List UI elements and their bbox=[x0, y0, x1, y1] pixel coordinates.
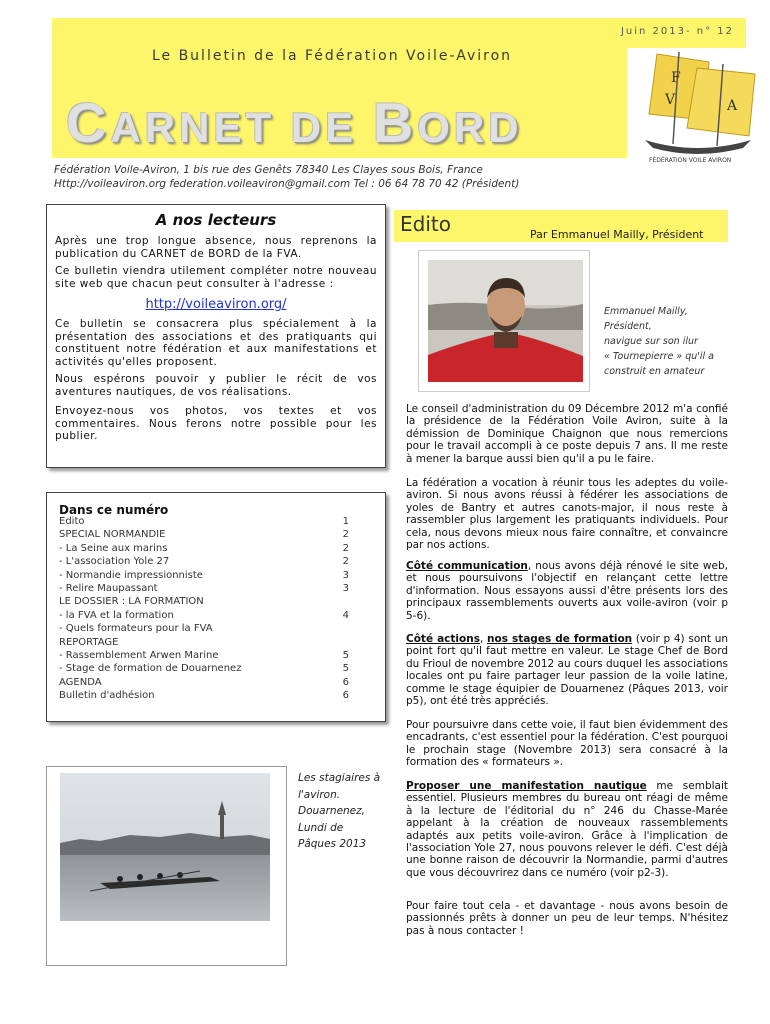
section-heading: Côté communication bbox=[406, 560, 528, 572]
toc-page: 5 bbox=[342, 663, 349, 675]
contact-line: Http://voileaviron.org federation.voileaviron@gmail.com Tel : 06 64 78 70 42 (Président) bbox=[54, 178, 520, 190]
edito-byline: Par Emmanuel Mailly, Président bbox=[530, 228, 704, 241]
toc-page: 5 bbox=[342, 650, 349, 661]
logo-letter-a: A bbox=[727, 98, 738, 114]
toc-label: - Quels formateurs pour la FVA bbox=[59, 623, 213, 635]
toc-page: 1 bbox=[342, 516, 349, 527]
caption-line: Président, bbox=[604, 321, 652, 332]
edito-paragraph bbox=[406, 780, 728, 879]
photo-caption bbox=[298, 770, 388, 853]
toc-page: 2 bbox=[342, 529, 349, 541]
toc-label: LE DOSSIER : LA FORMATION bbox=[59, 596, 204, 608]
president-caption bbox=[604, 304, 729, 379]
caption-line: Lundi de bbox=[298, 821, 344, 834]
section-heading: Proposer une manifestation nautique bbox=[406, 780, 647, 792]
caption-line: Douarnenez, bbox=[298, 805, 365, 817]
title-part-ord: ORD bbox=[417, 104, 523, 151]
rowers-photo bbox=[60, 773, 270, 921]
logo-caption: FÉDÉRATION VOILE AVIRON bbox=[649, 157, 732, 164]
table-of-contents bbox=[46, 492, 386, 722]
edito-title: Edito bbox=[400, 212, 451, 236]
toc-item bbox=[59, 583, 349, 596]
readers-box bbox=[46, 204, 386, 468]
toc-label: - Normandie impressionniste bbox=[59, 569, 203, 581]
toc-label: Bulletin d'adhésion bbox=[59, 690, 155, 702]
toc-item bbox=[59, 610, 349, 623]
address-line: Fédération Voile-Aviron, 1 bis rue des Genêts 78340 Les Clayes sous Bois, France bbox=[54, 164, 483, 176]
title-letter-b: B bbox=[372, 91, 418, 154]
readers-paragraph: Après une trop longue absence, nous reprenons la publication du CARNET de BORD de la FVA. bbox=[55, 235, 377, 260]
toc-label: AGENDA bbox=[59, 676, 102, 688]
caption-line: navigue sur son ilur bbox=[604, 336, 698, 347]
caption-line: Les stagiaires à bbox=[298, 772, 381, 784]
issue-number: Juin 2013- n° 12 bbox=[620, 26, 734, 37]
toc-label: - la FVA et la formation bbox=[59, 609, 174, 621]
toc-label: SPECIAL NORMANDIE bbox=[59, 529, 166, 541]
masthead bbox=[52, 18, 746, 164]
toc-item bbox=[59, 663, 349, 676]
toc-label: Edito bbox=[59, 516, 85, 527]
title-letter-c: C bbox=[66, 91, 111, 154]
title-part-arnet: ARNET DE bbox=[110, 104, 373, 151]
edito-paragraph bbox=[406, 560, 728, 622]
edito-paragraph bbox=[406, 633, 728, 707]
federation-address bbox=[54, 163, 519, 191]
edito-paragraph: Pour faire tout cela - et davantage - nous avons besoin de passionnés prêts à donner un peu de leur temps. N'hésitez pas à nous contacter ! bbox=[406, 900, 728, 937]
readers-title: A nos lecteurs bbox=[155, 211, 277, 229]
toc-page: 2 bbox=[342, 556, 349, 568]
toc-label: - Rassemblement Arwen Marine bbox=[59, 650, 219, 661]
caption-line: Pâques 2013 bbox=[298, 838, 367, 850]
toc-item bbox=[59, 596, 349, 609]
toc-label: - Relire Maupassant bbox=[59, 583, 158, 594]
toc-item bbox=[59, 623, 349, 636]
sail-logo-icon bbox=[627, 48, 767, 166]
toc-label: - La Seine aux marins bbox=[59, 542, 168, 554]
edito-paragraph: Pour poursuivre dans cette voie, il faut bien évidemment des encadrants, c'est essentiel pour la fédération. C'est pourquoi le prochain stage (Novembre 2013) sera consacré à la formation des « formateurs ». bbox=[406, 719, 728, 769]
caption-line: « Tournepierre » qu'il a bbox=[604, 351, 714, 362]
toc-item bbox=[59, 690, 349, 703]
logo-letter-v: V bbox=[665, 92, 676, 108]
toc-title: Dans ce numéro bbox=[59, 503, 169, 517]
readers-paragraph: Nous espérons pouvoir y publier le récit de vos aventures nautiques, de vos réalisations. bbox=[55, 373, 377, 398]
toc-page: 4 bbox=[342, 609, 349, 621]
toc-item bbox=[59, 543, 349, 556]
paragraph-text: , nous avons déjà rénové le site web, et nous poursuivons l'objectif en relançant cette lettre d'information. Nous essayons aussi d'être présents lors des principaux rassemblements ouverts aux voile-aviron (voir p 5-6). bbox=[406, 560, 728, 622]
toc-label: - Stage de formation de Douarnenez bbox=[59, 663, 242, 675]
readers-paragraph: Envoyez-nous vos photos, vos textes et vos commentaires. Nous ferons notre possible pour les publier. bbox=[55, 405, 377, 442]
toc-page: 6 bbox=[342, 676, 349, 688]
section-heading: nos stages de formation bbox=[487, 633, 633, 645]
bulletin-subtitle: Le Bulletin de la Fédération Voile-Aviron bbox=[151, 48, 513, 64]
toc-item bbox=[59, 570, 349, 583]
logo-letter-f: F bbox=[671, 70, 681, 86]
toc-page: 2 bbox=[342, 542, 349, 554]
paragraph-text: me semblait essentiel. Plusieurs membres du bureau ont réagi de même à la lecture de l'éditorial du n° 246 du Chasse-Marée appelant à la création de nouveaux rassemblements adaptés aux petits voile-aviron. Grâce à l'implication de l'association Yole 27, nous pouvons relever le défi. C'est déjà une bonne raison de découvrir la Normandie, parmi d'autres que vous découvrirez dans ce numéro (voir p2-3). bbox=[406, 780, 728, 879]
edito-paragraph: La fédération a vocation à réunir tous les adeptes du voile-aviron. Si nous avons réussi à fédérer les associations de yoles de Bantry et autres canots-major, il nous reste à rassembler plus largement les pratiquants individuels. Pour cela, nous devons mieux nous faire connaître, et convaincre par nos actions. bbox=[406, 477, 728, 552]
toc-item bbox=[59, 637, 349, 650]
toc-item bbox=[59, 677, 349, 690]
page-title bbox=[66, 90, 523, 155]
readers-paragraph: Ce bulletin viendra utilement compléter notre nouveau site web que chacun peut consulter à l'adresse : bbox=[55, 265, 377, 290]
fva-logo bbox=[627, 48, 767, 166]
website-link[interactable]: http://voileaviron.org/ bbox=[145, 297, 287, 312]
caption-line: Emmanuel Mailly, bbox=[604, 306, 688, 317]
heading-separator: , bbox=[479, 633, 487, 645]
readers-paragraph: Ce bulletin se consacrera plus spécialement à la présentation des associations et des pratiquants qui constituent notre fédération et aux manifestations et activités qu'elles proposent. bbox=[55, 318, 377, 368]
toc-item bbox=[59, 650, 349, 663]
president-photo bbox=[428, 260, 583, 382]
section-heading: Côté actions bbox=[406, 633, 480, 645]
toc-page: 3 bbox=[342, 583, 349, 594]
toc-item bbox=[59, 516, 349, 529]
toc-item bbox=[59, 529, 349, 542]
toc-label: REPORTAGE bbox=[59, 636, 119, 648]
edito-paragraph: Le conseil d'administration du 09 Décembre 2012 m'a confié la présidence de la Fédération Voile Aviron, suite à la démission de Dominique Chaignon que nous remercions pour le travail accompli à ce poste depuis 7 ans. Il me reste à mener la barque aussi bien qu'il a pu le faire. bbox=[406, 403, 728, 465]
toc-page: 6 bbox=[342, 690, 349, 702]
toc-item bbox=[59, 556, 349, 569]
caption-line: construit en amateur bbox=[604, 366, 705, 377]
toc-label: - L'association Yole 27 bbox=[59, 556, 170, 568]
caption-line: l'aviron. bbox=[298, 788, 341, 801]
toc-page: 3 bbox=[342, 569, 349, 581]
paragraph-text: (voir p 4) sont un point fort qu'il faut mettre en valeur. Le stage Chef de Bord du Frioul de novembre 2012 au cours duquel les associations locales ont pu faire partager leur passion de la voile latine, comme le stage équipier de Douarnenez (Pâques 2013, voir p5), ont été très appréciés. bbox=[406, 633, 729, 708]
